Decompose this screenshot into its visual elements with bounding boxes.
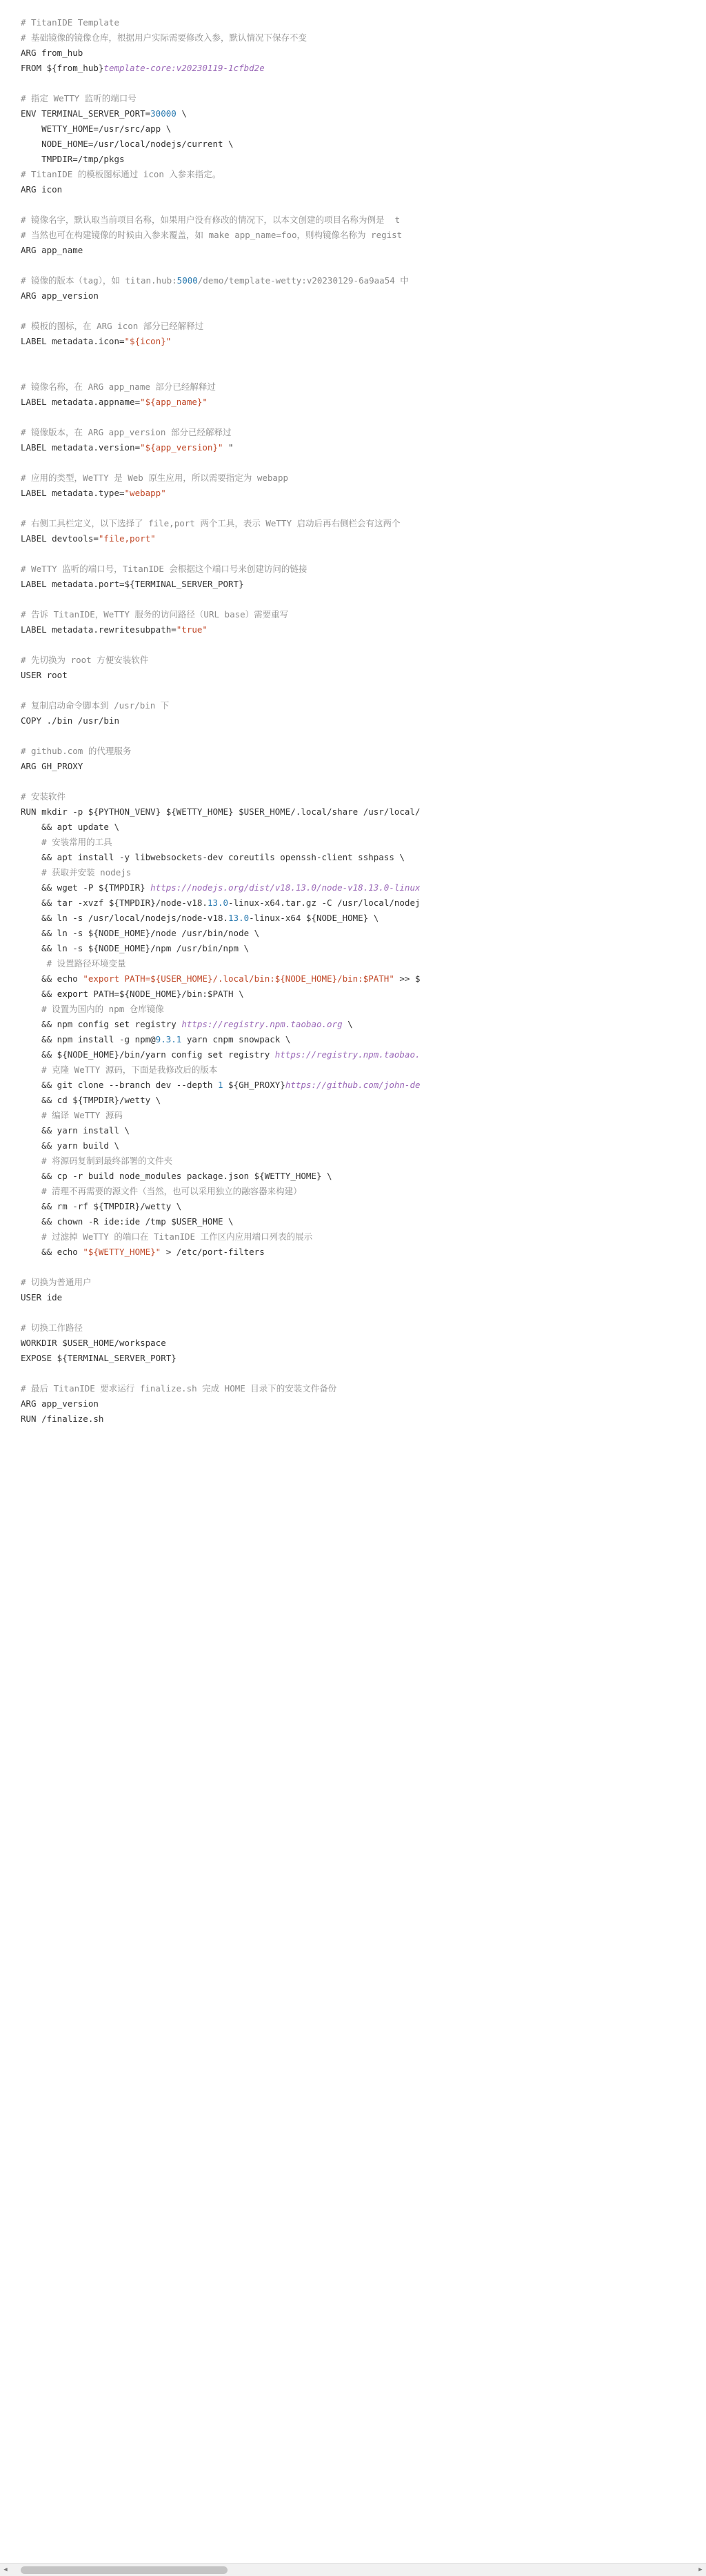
code-token: # 编译 WeTTY 源码 xyxy=(21,1110,123,1120)
code-line xyxy=(21,1336,706,1351)
code-line xyxy=(21,880,706,895)
code-token: # 镜像版本，在 ARG app_version 部分已经解释过 xyxy=(21,427,232,437)
code-line xyxy=(21,1214,706,1229)
code-line xyxy=(21,1229,706,1245)
code-token: USER root xyxy=(21,670,68,680)
scrollbar-track[interactable] xyxy=(11,2564,695,2576)
code-token: RUN mkdir -p ${PYTHON_VENV} ${WETTY_HOME} $USER_HOME/.local/share /usr/local/ xyxy=(21,806,421,817)
code-line xyxy=(21,1199,706,1214)
code-token xyxy=(21,548,26,559)
code-line xyxy=(21,971,706,987)
code-line xyxy=(21,1351,706,1366)
code-token: COPY ./bin /usr/bin xyxy=(21,715,119,726)
code-line xyxy=(21,835,706,850)
code-token xyxy=(21,366,26,377)
code-token: # 将源码复制到最终部署的文件夹 xyxy=(21,1156,173,1166)
code-token xyxy=(21,306,26,316)
code-line xyxy=(21,577,706,592)
code-line xyxy=(21,1396,706,1411)
code-token xyxy=(21,199,26,210)
code-line xyxy=(21,637,706,653)
code-token: # TitanIDE 的模板图标通过 icon 入参来指定。 xyxy=(21,169,221,179)
code-line xyxy=(21,455,706,470)
code-line xyxy=(21,622,706,637)
code-token xyxy=(21,78,26,88)
code-line xyxy=(21,1290,706,1305)
code-token: ARG app_version xyxy=(21,1398,99,1409)
code-token: WETTY_HOME=/usr/src/app \ xyxy=(21,123,172,134)
code-token: # 获取并安装 nodejs xyxy=(21,867,132,878)
code-token: "${app_name}" xyxy=(140,397,208,407)
code-token: ARG app_name xyxy=(21,245,83,255)
code-token: # 右侧工具栏定义，以下选择了 file,port 两个工具，表示 WeTTY 启动后再右侧栏会有这两个 xyxy=(21,518,401,528)
code-token: && yarn install \ xyxy=(21,1125,130,1136)
code-line xyxy=(21,152,706,167)
code-line xyxy=(21,774,706,789)
code-line xyxy=(21,501,706,516)
code-token: && echo xyxy=(21,973,83,984)
code-line xyxy=(21,698,706,713)
code-line xyxy=(21,258,706,273)
code-token: USER ide xyxy=(21,1292,63,1302)
code-line xyxy=(21,76,706,91)
code-token: LABEL metadata.type= xyxy=(21,488,125,498)
code-line xyxy=(21,1123,706,1138)
code-line xyxy=(21,440,706,455)
code-token: LABEL metadata.appname= xyxy=(21,397,141,407)
code-token: # 模板的图标，在 ARG icon 部分已经解释过 xyxy=(21,321,204,331)
code-line xyxy=(21,729,706,744)
code-line xyxy=(21,334,706,349)
code-line xyxy=(21,243,706,258)
code-token: 13.0 xyxy=(228,913,250,923)
code-line xyxy=(21,759,706,774)
code-token xyxy=(21,1368,26,1378)
code-line xyxy=(21,1062,706,1078)
code-token: ${GH_PROXY} xyxy=(223,1080,285,1090)
code-token: # 当然也可在构建镜像的时候由入参来覆盖，如 make app_name=foo，则构镜像名称为 regist xyxy=(21,230,403,240)
code-token: NODE_HOME=/usr/local/nodejs/current \ xyxy=(21,139,234,149)
code-token: && ln -s ${NODE_HOME}/npm /usr/bin/npm \ xyxy=(21,943,250,953)
code-token: ARG GH_PROXY xyxy=(21,761,83,771)
code-token: LABEL devtools= xyxy=(21,533,99,544)
code-token: && chown -R ide:ide /tmp $USER_HOME \ xyxy=(21,1216,234,1227)
code-token: # 切换为普通用户 xyxy=(21,1277,92,1287)
code-token: " xyxy=(223,442,234,453)
code-token: \ xyxy=(176,108,187,119)
code-token: 9.3.1 xyxy=(155,1034,182,1044)
dockerfile-content xyxy=(0,15,706,1427)
code-line xyxy=(21,1153,706,1169)
code-token: "true" xyxy=(176,624,208,635)
code-token: # 切换工作路径 xyxy=(21,1322,83,1333)
code-line xyxy=(21,1078,706,1093)
code-token: # 镜像名称，在 ARG app_name 部分已经解释过 xyxy=(21,382,216,392)
code-line xyxy=(21,304,706,319)
code-token: "webapp" xyxy=(124,488,166,498)
code-line xyxy=(21,364,706,379)
code-token: && npm install -g npm@ xyxy=(21,1034,156,1044)
code-token: && git clone --branch dev --depth xyxy=(21,1080,218,1090)
code-token: "${app_version}" xyxy=(140,442,223,453)
code-line xyxy=(21,15,706,30)
code-token: # 镜像的版本（tag），如 titan.hub: xyxy=(21,275,177,286)
code-token: && tar -xvzf ${TMPDIR}/node-v18. xyxy=(21,898,208,908)
code-line xyxy=(21,30,706,46)
code-token: && echo xyxy=(21,1247,83,1257)
code-line xyxy=(21,1093,706,1108)
code-line xyxy=(21,987,706,1002)
code-token: /demo/template-wetty:v20230129-6a9aa54 中 xyxy=(197,275,409,286)
code-line xyxy=(21,1169,706,1184)
code-line xyxy=(21,137,706,152)
code-line xyxy=(21,288,706,304)
code-token: registry xyxy=(223,1049,275,1060)
code-line xyxy=(21,1245,706,1260)
code-token: registry xyxy=(130,1019,182,1029)
code-token: && ln -s ${NODE_HOME}/node /usr/bin/node \ xyxy=(21,928,260,938)
code-line xyxy=(21,683,706,698)
code-token: "file,port" xyxy=(98,533,156,544)
code-token: && npm config xyxy=(21,1019,114,1029)
scroll-left-arrow-icon[interactable]: ◀ xyxy=(3,2566,8,2573)
code-token: 1 xyxy=(217,1080,223,1090)
code-token xyxy=(21,412,26,422)
code-token: # 最后 TitanIDE 要求运行 finalize.sh 完成 HOME 目录下的安装文件备份 xyxy=(21,1383,337,1394)
code-line xyxy=(21,319,706,334)
code-token: # 克隆 WeTTY 源码，下面是我修改后的版本 xyxy=(21,1064,218,1075)
code-line xyxy=(21,1047,706,1062)
code-line xyxy=(21,562,706,577)
code-line xyxy=(21,926,706,941)
code-token: # 先切换为 root 方便安装软件 xyxy=(21,655,149,665)
code-token xyxy=(21,351,26,361)
code-line xyxy=(21,1002,706,1017)
code-line xyxy=(21,182,706,197)
code-line xyxy=(21,349,706,364)
code-token: # github.com 的代理服务 xyxy=(21,746,132,756)
code-token: # 安装软件 xyxy=(21,791,66,802)
code-token xyxy=(21,776,26,786)
code-line xyxy=(21,1017,706,1032)
code-line xyxy=(21,228,706,243)
code-token: # 设置路径环境变量 xyxy=(21,958,126,969)
code-token: LABEL metadata.rewritesubpath= xyxy=(21,624,176,635)
code-token: PATH=${NODE_HOME}/bin:$PATH \ xyxy=(88,989,244,999)
code-line xyxy=(21,167,706,182)
code-token: "${WETTY_HOME}" xyxy=(83,1247,161,1257)
code-token: -linux-x64.tar.gz -C /usr/local/nodej xyxy=(228,898,421,908)
code-line xyxy=(21,1320,706,1336)
code-token: https://nodejs.org/dist/v18.13.0/node-v18.13.0-linux xyxy=(150,882,421,893)
code-token: && cd ${TMPDIR}/wetty \ xyxy=(21,1095,161,1105)
scrollbar-thumb[interactable] xyxy=(21,2566,228,2574)
code-line xyxy=(21,486,706,501)
code-line xyxy=(21,804,706,820)
code-token: set xyxy=(207,1049,223,1060)
code-token: LABEL metadata.version= xyxy=(21,442,141,453)
code-token: >> $ xyxy=(394,973,421,984)
code-line xyxy=(21,1275,706,1290)
code-line xyxy=(21,1411,706,1427)
code-token: && rm -rf ${TMPDIR}/wetty \ xyxy=(21,1201,182,1211)
code-line xyxy=(21,197,706,212)
code-line xyxy=(21,273,706,288)
code-token: ENV TERMINAL_SERVER_PORT= xyxy=(21,108,151,119)
code-line xyxy=(21,1381,706,1396)
code-token: && wget -P ${TMPDIR} xyxy=(21,882,151,893)
code-line xyxy=(21,470,706,486)
code-line xyxy=(21,744,706,759)
code-token: # TitanIDE Template xyxy=(21,17,119,28)
code-token: "export PATH=${USER_HOME}/.local/bin:${NODE_HOME}/bin:$PATH" xyxy=(83,973,394,984)
code-line xyxy=(21,941,706,956)
code-token: # 指定 WeTTY 监听的端口号 xyxy=(21,93,137,103)
code-token: # 基础镜像的镜像仓库，根据用户实际需要修改入参，默认情况下保存不变 xyxy=(21,32,307,43)
code-token: https://registry.npm.taobao.org xyxy=(181,1019,343,1029)
code-line xyxy=(21,1108,706,1123)
code-token: template-core:v20230119-1cfbd2e xyxy=(103,63,265,73)
code-line xyxy=(21,106,706,121)
code-token: 5000 xyxy=(176,275,198,286)
code-line xyxy=(21,895,706,911)
code-line xyxy=(21,410,706,425)
code-line xyxy=(21,592,706,607)
code-token: && apt install -y libwebsockets-dev coreutils openssh-client sshpass \ xyxy=(21,852,405,862)
code-line xyxy=(21,546,706,562)
code-line xyxy=(21,1305,706,1320)
code-token: # 告诉 TitanIDE，WeTTY 服务的访问路径（URL base）需要重写 xyxy=(21,609,289,620)
code-token: https://github.com/john-de xyxy=(285,1080,421,1090)
code-token: # 清理不再需要的源文件（当然，也可以采用独立的融容器来构建） xyxy=(21,1186,302,1196)
horizontal-scrollbar[interactable] xyxy=(0,2563,706,2576)
code-token: # 设置为国内的 npm 仓库镜像 xyxy=(21,1004,164,1014)
code-line xyxy=(21,820,706,835)
code-token: # WeTTY 监听的端口号，TitanIDE 会根据这个端口号来创建访问的链接 xyxy=(21,564,307,574)
code-line xyxy=(21,516,706,531)
code-token: ARG icon xyxy=(21,184,63,195)
code-token xyxy=(21,640,26,650)
code-token: # 安装常用的工具 xyxy=(21,837,112,847)
code-line xyxy=(21,121,706,137)
code-token xyxy=(21,457,26,468)
code-line xyxy=(21,379,706,395)
code-line xyxy=(21,789,706,804)
code-line xyxy=(21,91,706,106)
code-token: WORKDIR $USER_HOME/workspace xyxy=(21,1338,166,1348)
code-token: ARG app_version xyxy=(21,290,99,301)
code-token: # 过滤掉 WeTTY 的端口在 TitanIDE 工作区内应用端口列表的展示 xyxy=(21,1231,313,1242)
code-line xyxy=(21,61,706,76)
code-token xyxy=(21,1262,26,1272)
code-token: "${icon}" xyxy=(124,336,172,346)
code-line xyxy=(21,653,706,668)
code-line xyxy=(21,395,706,410)
code-line xyxy=(21,1260,706,1275)
code-line xyxy=(21,956,706,971)
code-token: \ xyxy=(342,1019,353,1029)
code-line xyxy=(21,1138,706,1153)
code-token: && cp -r build node_modules package.json ${WETTY_HOME} \ xyxy=(21,1171,332,1181)
code-token: LABEL metadata.port=${TERMINAL_SERVER_PORT} xyxy=(21,579,244,589)
code-line xyxy=(21,713,706,729)
code-line xyxy=(21,1032,706,1047)
code-token: && xyxy=(21,989,57,999)
code-line xyxy=(21,531,706,546)
code-line xyxy=(21,850,706,865)
code-token xyxy=(21,594,26,604)
code-token: set xyxy=(114,1019,130,1029)
code-token: && yarn build \ xyxy=(21,1140,119,1151)
code-line xyxy=(21,865,706,880)
code-token: 13.0 xyxy=(207,898,229,908)
code-line xyxy=(21,1366,706,1381)
code-token xyxy=(21,731,26,741)
code-token: LABEL metadata.icon= xyxy=(21,336,125,346)
code-token: -linux-x64 ${NODE_HOME} \ xyxy=(249,913,379,923)
code-line xyxy=(21,212,706,228)
code-token: TMPDIR=/tmp/pkgs xyxy=(21,154,125,164)
code-token: yarn cnpm snowpack \ xyxy=(181,1034,291,1044)
code-line xyxy=(21,425,706,440)
code-token xyxy=(21,1307,26,1318)
code-token: https://registry.npm.taobao. xyxy=(274,1049,421,1060)
code-token: && ${NODE_HOME}/bin/yarn config xyxy=(21,1049,208,1060)
scroll-right-arrow-icon[interactable]: ▶ xyxy=(698,2566,703,2573)
code-line xyxy=(21,668,706,683)
code-token: 30000 xyxy=(150,108,176,119)
code-token: && apt update \ xyxy=(21,822,119,832)
code-line xyxy=(21,1184,706,1199)
code-token: ARG from_hub xyxy=(21,48,83,58)
code-token: # 复制启动命令脚本到 /usr/bin 下 xyxy=(21,700,170,711)
code-token xyxy=(21,685,26,695)
code-token: RUN /finalize.sh xyxy=(21,1414,104,1424)
code-token: && ln -s /usr/local/nodejs/node-v18. xyxy=(21,913,229,923)
code-token xyxy=(21,503,26,513)
code-line xyxy=(21,911,706,926)
code-token: EXPOSE ${TERMINAL_SERVER_PORT} xyxy=(21,1353,176,1363)
code-token: export xyxy=(57,989,88,999)
code-token: # 镜像名字，默认取当前项目名称，如果用户没有修改的情况下，以本文创建的项目名称为例是 t xyxy=(21,215,401,225)
code-token: # 应用的类型，WeTTY 是 Web 原生应用，所以需要指定为 webapp xyxy=(21,473,289,483)
code-line xyxy=(21,46,706,61)
code-line xyxy=(21,607,706,622)
code-token: > /etc/port-filters xyxy=(161,1247,265,1257)
code-token xyxy=(21,260,26,270)
code-token: FROM ${from_hub} xyxy=(21,63,104,73)
